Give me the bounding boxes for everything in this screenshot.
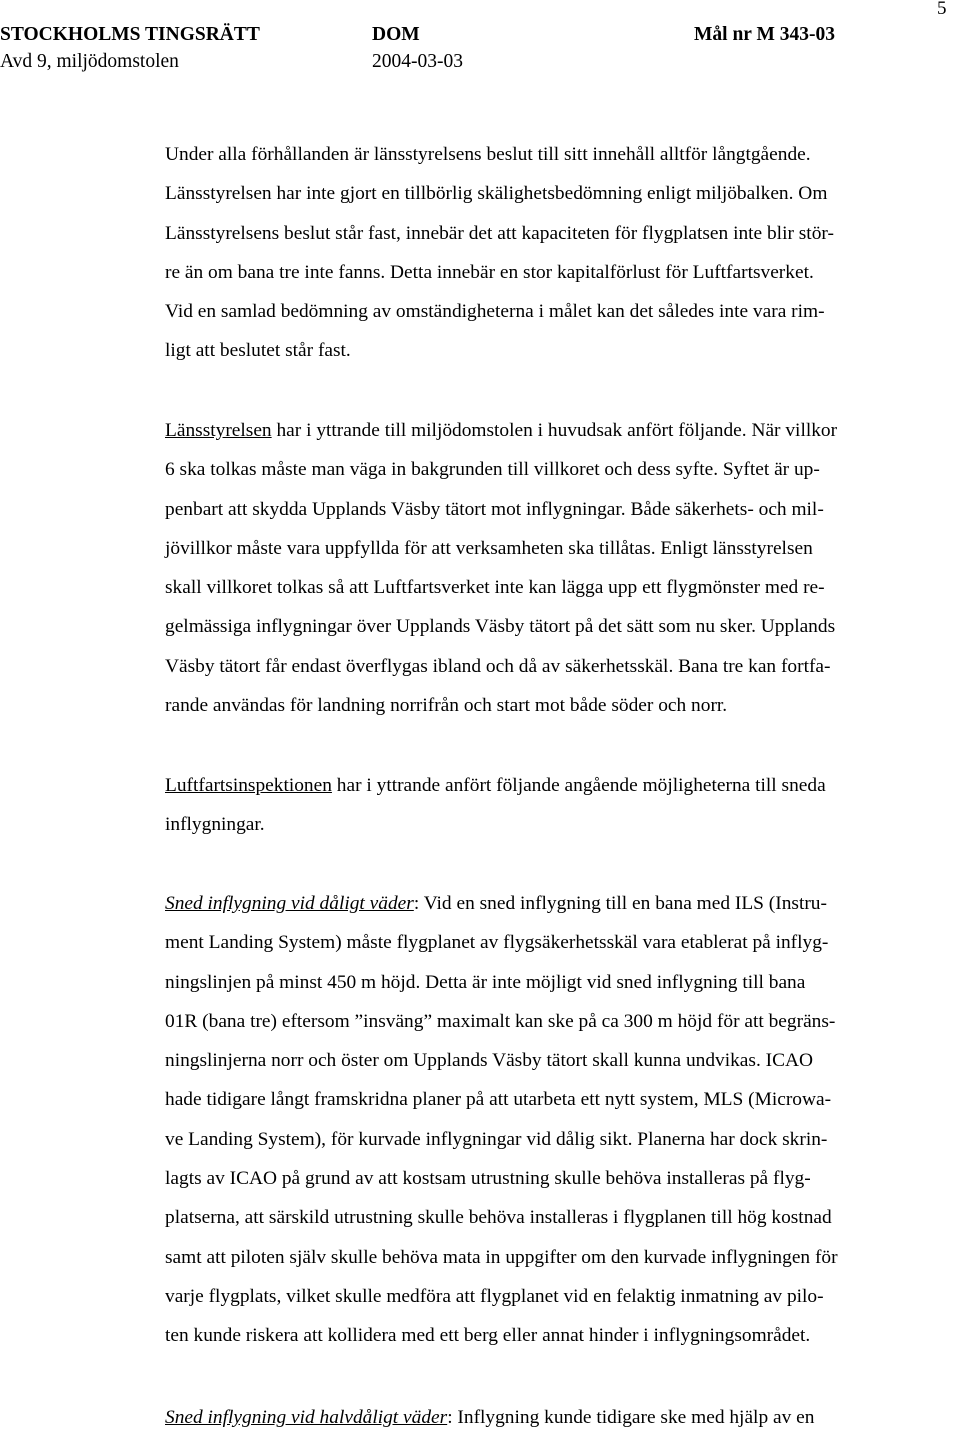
text-line: rande användas för landning norrifrån och start mot både söder och norr. <box>165 695 728 717</box>
text-line: varje flygplats, vilket skulle medföra att flygplanet vid en felaktig inmatning av pilo- <box>165 1285 824 1307</box>
text-line: Länsstyrelsen har inte gjort en tillbörlig skälighetsbedömning enligt miljöbalken. Om <box>165 183 828 205</box>
text-line <box>165 766 960 805</box>
document-type: DOM <box>372 24 420 45</box>
text-line: Länsstyrelsens beslut står fast, innebär det att kapaciteten för flygplatsen inte blir stör- <box>165 222 834 244</box>
party-name-luftfartsinspektionen: Luftfartsinspektionen <box>165 775 332 796</box>
text-line: ligt att beslutet står fast. <box>165 340 351 362</box>
text-line: ment Landing System) måste flygplanet av flygsäkerhetsskäl vara etablerat på inflyg- <box>165 932 829 954</box>
paragraph-3 <box>165 766 960 845</box>
paragraph-5 <box>165 1398 960 1437</box>
text-line <box>165 1398 960 1437</box>
text-line: Under alla förhållanden är länsstyrelsens beslut till sitt innehåll alltför långtgående. <box>165 144 811 165</box>
text-line-rest: har i yttrande till miljödomstolen i huvudsak anfört följande. När villkor <box>271 420 838 441</box>
text-line: ten kunde riskera att kollidera med ett berg eller annat hinder i inflygningsområdet. <box>165 1325 811 1347</box>
text-line: penbart att skydda Upplands Väsby tätort mot inflygningar. Både säkerhets- och mil- <box>165 498 824 520</box>
text-line: samt att piloten själv skulle behöva mata in uppgifter om den kurvade inflygningen för <box>165 1246 838 1268</box>
department: Avd 9, miljödomstolen <box>0 51 179 72</box>
text-line: inflygningar. <box>165 814 265 836</box>
text-line: 01R (bana tre) eftersom ”insväng” maximalt kan ske på ca 300 m höjd för att begräns- <box>165 1010 836 1032</box>
paragraph-2 <box>165 411 960 725</box>
text-line: Väsby tätort får endast överflygas ibland och då av säkerhetsskäl. Bana tre kan fortfa- <box>165 655 831 677</box>
text-line: gelmässiga inflygningar över Upplands Väsby tätort på det sätt som nu sker. Upplands <box>165 616 836 638</box>
text-line: hade tidigare långt framskridna planer på att utarbeta ett nytt system, MLS (Microwa- <box>165 1089 832 1111</box>
paragraph-4 <box>165 884 960 1356</box>
document-date: 2004-03-03 <box>372 51 463 72</box>
text-line: jövillkor måste vara uppfyllda för att verksamheten ska tillåtas. Enligt länsstyrelsen <box>165 537 813 559</box>
text-line: Vid en samlad bedömning av omständigheterna i målet kan det således inte vara rim- <box>165 301 825 323</box>
text-line: lagts av ICAO på grund av att kostsam utrustning skulle behöva installeras på flyg- <box>165 1168 811 1190</box>
text-line-rest: : Inflygning kunde tidigare ske med hjälp av en <box>447 1407 815 1428</box>
text-line: skall villkoret tolkas så att Luftfartsverket inte kan lägga upp ett flygmönster med re- <box>165 577 825 599</box>
text-line: platserna, att särskild utrustning skulle behöva installeras i flygplanen till hög kostnad <box>165 1207 832 1229</box>
text-line: 6 ska tolkas måste man väga in bakgrunden till villkoret och dess syfte. Syftet är up- <box>165 459 820 481</box>
text-line: re än om bana tre inte fanns. Detta innebär en stor kapitalförlust för Luftfartsverket. <box>165 261 814 283</box>
text-line <box>165 884 960 923</box>
text-line-rest: har i yttrande anfört följande angående möjligheterna till sneda <box>331 775 826 796</box>
subheading-half-bad-weather: Sned inflygning vid halvdåligt väder <box>165 1407 448 1428</box>
court-name: STOCKHOLMS TINGSRÄTT <box>0 24 260 45</box>
text-line <box>165 411 960 450</box>
page-number: 5 <box>937 0 947 19</box>
party-name-lansstyrelsen: Länsstyrelsen <box>165 420 272 441</box>
text-line-rest: : Vid en sned inflygning till en bana med ILS (Instru- <box>413 893 827 914</box>
case-number: Mål nr M 343-03 <box>694 24 835 45</box>
text-line: ve Landing System), för kurvade inflygningar vid dålig sikt. Planerna har dock skrin- <box>165 1128 828 1150</box>
text-line: ningslinjen på minst 450 m höjd. Detta är inte möjligt vid sned inflygning till bana <box>165 971 806 993</box>
subheading-bad-weather: Sned inflygning vid dåligt väder <box>165 893 414 914</box>
paragraph-1 <box>165 135 960 371</box>
text-line: ningslinjerna norr och öster om Upplands Väsby tätort skall kunna undvikas. ICAO <box>165 1050 814 1072</box>
